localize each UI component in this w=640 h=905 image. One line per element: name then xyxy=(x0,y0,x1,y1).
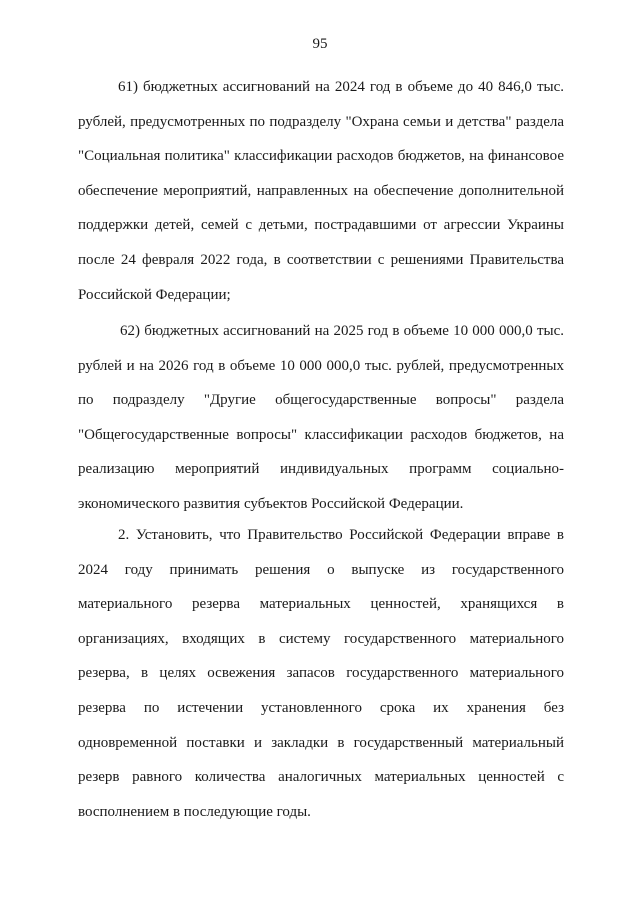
paragraph-item-62: 62) бюджетных ассигнований на 2025 год в объеме 10 000 000,0 тыс. рублей и на 2026 год в объеме 10 000 000,0 тыс. рублей, предусмотренных по подразделу "Другие общегосударственные вопросы" раздела "Общегосударственные вопросы" классификации расходов бюджетов, на реализацию мероприятий индивидуальных программ социально-экономического развития субъектов Российской Федерации. xyxy=(78,323,564,512)
paragraph-item-61: 61) бюджетных ассигнований на 2024 год в объеме до 40 846,0 тыс. рублей, предусмотренных по подразделу "Охрана семьи и детства" раздела "Социальная политика" классификации расходов бюджетов, на финансовое обеспечение мероприятий, направленных на обеспечение дополнительной поддержки детей, семей с детьми, пострадавшими от агрессии Украины после 24 февраля 2022 года, в соответствии с решениями Правительства Российской Федерации; xyxy=(78,79,564,303)
page-number: 95 xyxy=(312,36,328,52)
paragraph-section-2: 2. Установить, что Правительство Российской Федерации вправе в 2024 году принимать решения о выпуске из государственного материального резерва материальных ценностей, хранящихся в организациях, входящих в систему государственного материального резерва, в целях освежения запасов государственного материального резерва по истечении установленного срока их хранения без одновременной поставки и закладки в государственный материальный резерв равного количества аналогичных материальных ценностей с восполнением в последующие годы. xyxy=(78,527,564,820)
